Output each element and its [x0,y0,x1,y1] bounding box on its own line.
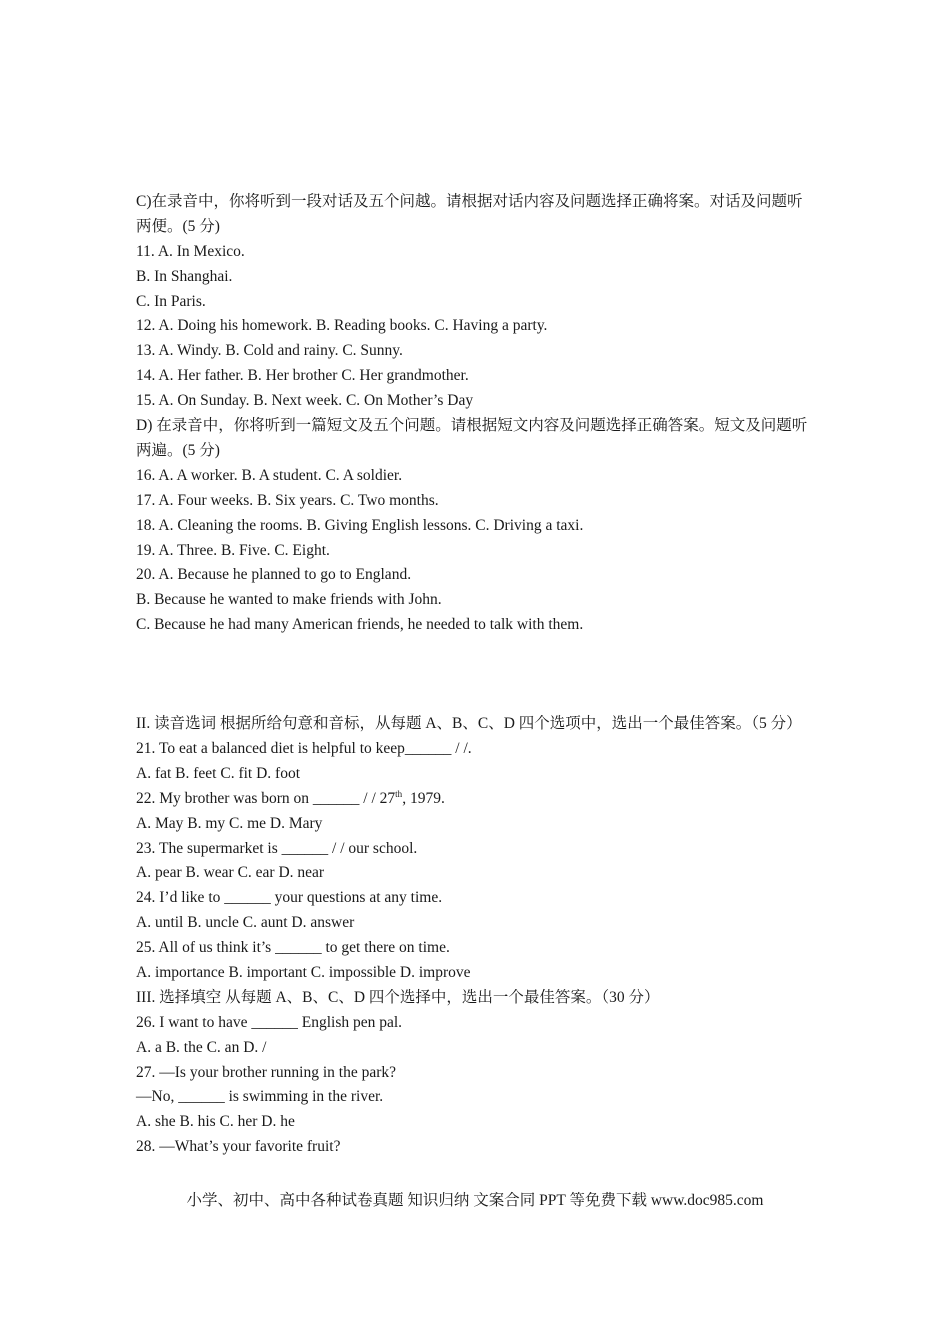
options-23: A. pear B. wear C. ear D. near [136,864,325,882]
option-line: B. In Shanghai. [136,267,233,285]
question-23: 23. The supermarket is ______ / / our school. [136,839,418,857]
options-22: A. May B. my C. me D. Mary [136,814,323,832]
question-line: 19. A. Three. B. Five. C. Eight. [136,541,330,559]
options-25: A. importance B. important C. impossible D. improve [136,964,471,982]
section-c-instruction: C)在录音中，你将听到一段对话及五个问越。请根据对话内容及问题选择正确将案。对话及问题听两便。(5 分) [136,193,803,235]
exam-page [136,190,816,1160]
question-line: 18. A. Cleaning the rooms. B. Giving English lessons. C. Driving a taxi. [136,516,584,534]
question-line: 17. A. Four weeks. B. Six years. C. Two months. [136,491,439,509]
question-line: 14. A. Her father. B. Her brother C. Her grandmother. [136,367,469,385]
footer-text: 小学、初中、高中各种试卷真题 知识归纳 文案合同 PPT 等免费下载 www.doc985.com [186,1192,764,1209]
question-line: 13. A. Windy. B. Cold and rainy. C. Sunny. [136,342,403,360]
question-line: 15. A. On Sunday. B. Next week. C. On Mother’s Day [136,392,474,410]
answer-line: —No, ______ is swimming in the river. [136,1088,384,1106]
section-d-instruction: D) 在录音中，你将听到一篇短文及五个问题。请根据短文内容及问题选择正确答案。短文及问题听两遍。(5 分) [136,417,808,459]
question-22 [136,787,816,812]
question-line: 28. —What’s your favorite fruit? [136,1138,341,1156]
question-22-year: , 1979. [402,789,445,807]
question-line: 27. —Is your brother running in the park? [136,1063,396,1081]
question-line: 16. A. A worker. B. A student. C. A soldier. [136,466,403,484]
question-line: 20. A. Because he planned to go to England. [136,566,412,584]
question-line: 11. A. In Mexico. [136,242,245,260]
question-22-text: 22. My brother was born on ______ / / 27 [136,789,396,807]
options-21: A. fat B. feet C. fit D. foot [136,764,301,782]
section-iii-instruction: III. 选择填空 从每题 A、B、C、D 四个选择中，选出一个最佳答案。（30 分） [136,988,660,1006]
option-line: C. Because he had many American friends, he needed to talk with them. [136,616,584,634]
options-24: A. until B. uncle C. aunt D. answer [136,914,355,932]
option-line: C. In Paris. [136,292,206,310]
question-21: 21. To eat a balanced diet is helpful to keep______ / /. [136,740,472,757]
question-line: 26. I want to have ______ English pen pal. [136,1013,403,1031]
question-line: 12. A. Doing his homework. B. Reading books. C. Having a party. [136,317,548,335]
option-line: A. a B. the C. an D. / [136,1038,267,1056]
question-24: 24. I’d like to ______ your questions at any time. [136,889,443,907]
section-ii-instruction: II. 读音选词 根据所给句意和音标，从每题 A、B、C、D 四个选项中，选出一个最佳答案。（5 分） [136,715,802,733]
section-spacer [136,638,816,712]
option-line: B. Because he wanted to make friends with John. [136,591,442,609]
question-25: 25. All of us think it’s ______ to get there on time. [136,939,450,957]
option-line: A. she B. his C. her D. he [136,1113,295,1131]
ordinal-suffix: th [395,788,403,799]
